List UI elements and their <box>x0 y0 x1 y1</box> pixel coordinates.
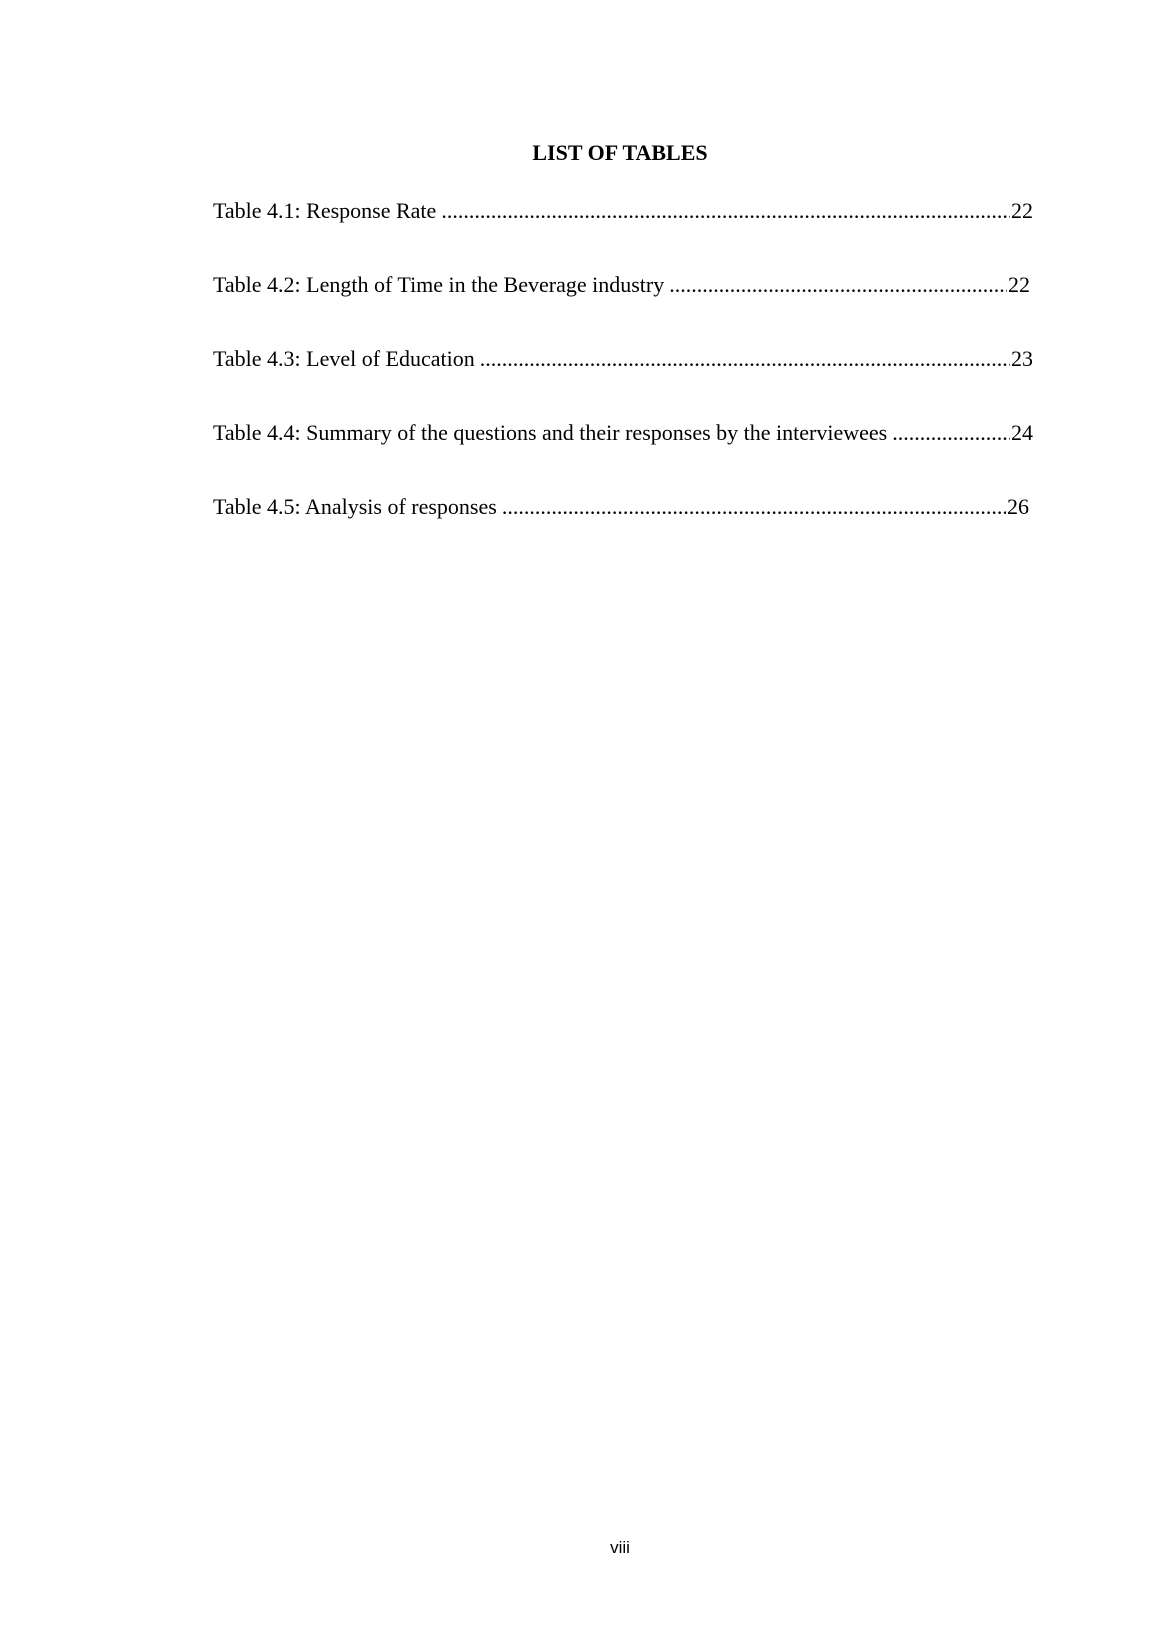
toc-entry-table-4-4[interactable] <box>213 418 1033 492</box>
toc-entry-table-4-1[interactable] <box>213 196 1033 270</box>
toc-entry-title: Table 4.5: Analysis of responses <box>213 494 497 519</box>
toc-entry-title: Table 4.2: Length of Time in the Beverage industry <box>213 272 665 297</box>
dot-leader <box>480 344 1010 374</box>
toc-entry-page: 22 <box>1008 272 1030 297</box>
dot-leader <box>669 270 1007 300</box>
toc-entry-page: 24 <box>1011 420 1033 445</box>
toc-entry-title: Table 4.1: Response Rate <box>213 198 437 223</box>
toc-entry-page: 22 <box>1011 198 1033 223</box>
dot-leader <box>502 492 1006 522</box>
page-number: viii <box>610 1538 630 1557</box>
toc-entry-page: 23 <box>1011 346 1033 371</box>
toc-entry-title: Table 4.3: Level of Education <box>213 346 475 371</box>
dot-leader <box>441 196 1010 226</box>
page-title: LIST OF TABLES <box>532 140 708 165</box>
list-of-tables <box>213 196 1033 566</box>
toc-entry-table-4-5[interactable] <box>213 492 1029 566</box>
toc-entry-table-4-3[interactable] <box>213 344 1033 418</box>
toc-entry-page: 26 <box>1007 494 1029 519</box>
toc-entry-table-4-2[interactable] <box>213 270 1030 344</box>
toc-entry-title: Table 4.4: Summary of the questions and their responses by the interviewees <box>213 420 888 445</box>
dot-leader <box>892 418 1010 448</box>
